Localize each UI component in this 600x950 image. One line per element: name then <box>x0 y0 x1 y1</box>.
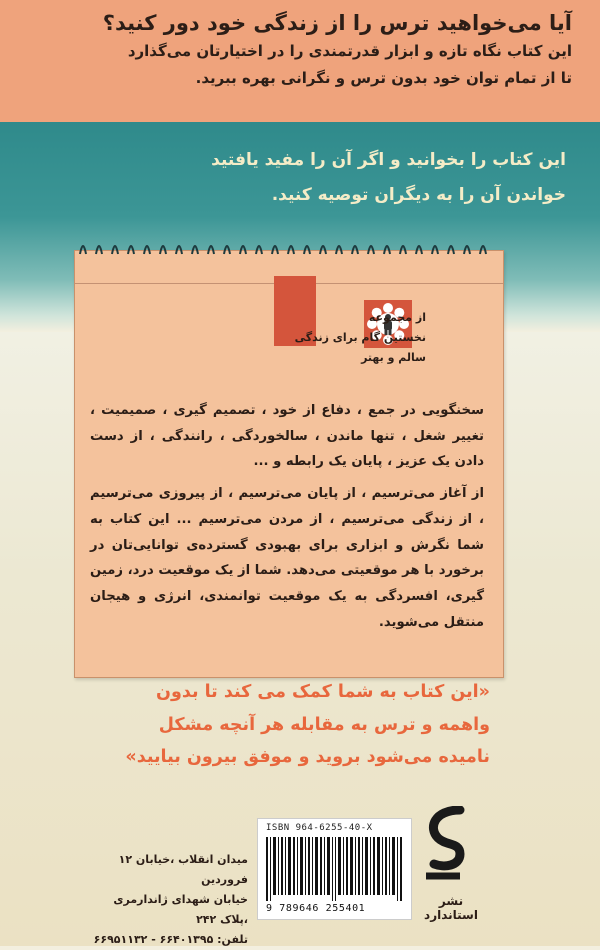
isbn-barcode <box>257 818 412 920</box>
teal-line-1: این کتاب را بخوانید و اگر آن را مفید یافتید <box>211 150 566 170</box>
top-text-block <box>20 8 572 92</box>
address-line-1: میدان انقلاب ،خیابان ۱۲ فروردین <box>118 853 248 886</box>
series-line-2: نخستین گام برای زندگی <box>294 331 426 344</box>
quote-block <box>100 676 490 774</box>
top-line-1: این کتاب نگاه تازه و ابزار قدرتمندی را در اختیارتان می‌گذارد <box>127 42 572 60</box>
body-paragraph-2: از آغاز می‌ترسیم ، از پایان می‌ترسیم ، از پیروزی می‌ترسیم ، از زندگی می‌ترسیم ، از مردن می‌ترسیم ... این کتاب به شما نگرش و ابزاری برای بهبودی گسترده‌ی توانایی‌تان در برخورد با هر موقعیتی می‌دهد. شما از یک موقعیت درد، زمین گیری، افسردگی به یک موقعیت توانمندی، انرژی و هیجان منتقل می‌شوید. <box>90 486 484 630</box>
top-line-2: تا از تمام توان خود بدون ترس و نگرانی بهره ببرید. <box>195 69 572 87</box>
series-line-3: سالم و بهتر <box>361 351 426 364</box>
spiral-binding-icon <box>74 236 502 258</box>
address-line-2: خیابان شهدای ژاندارمری ،پلاک ۲۴۲ <box>113 893 248 926</box>
publisher-address <box>88 850 248 950</box>
top-headline: آیا می‌خواهید ترس را از زندگی خود دور کنید؟ <box>102 11 572 35</box>
barcode-digits: 9 789646 255401 <box>266 903 366 914</box>
quote-line-1: «این کتاب به شما کمک می کند تا بدون <box>156 682 490 702</box>
card-body <box>90 398 484 641</box>
publisher-name: نشر استاندارد <box>424 894 478 922</box>
body-paragraph-1: سخنگویی در جمع ، دفاع از خود ، تصمیم گیری ، صمیمیت ، تغییر شغل ، تنها ماندن ، سالخوردگی ، رانندگی ، از دست دادن یک عزیز ، پایان یک رابطه و ... <box>90 403 484 470</box>
teal-text-block <box>70 143 566 213</box>
quote-line-2: واهمه و ترس به مقابله هر آنچه مشکل <box>158 714 490 735</box>
quote-line-3: نامیده می‌شود بروید و موفق بیرون بیایید» <box>125 747 490 767</box>
address-line-3: تلفن: ۶۶۴۰۱۳۹۵ - ۶۶۹۵۱۱۳۲ <box>93 933 248 946</box>
publisher-logo-icon <box>420 806 472 890</box>
isbn-label: ISBN 964-6255-40-X <box>266 823 373 833</box>
barcode-icon <box>266 837 404 901</box>
series-line-1: از مجموعه <box>368 311 426 324</box>
teal-line-2: خواندن آن را به دیگران توصیه کنید. <box>271 185 566 205</box>
series-title <box>126 308 426 368</box>
